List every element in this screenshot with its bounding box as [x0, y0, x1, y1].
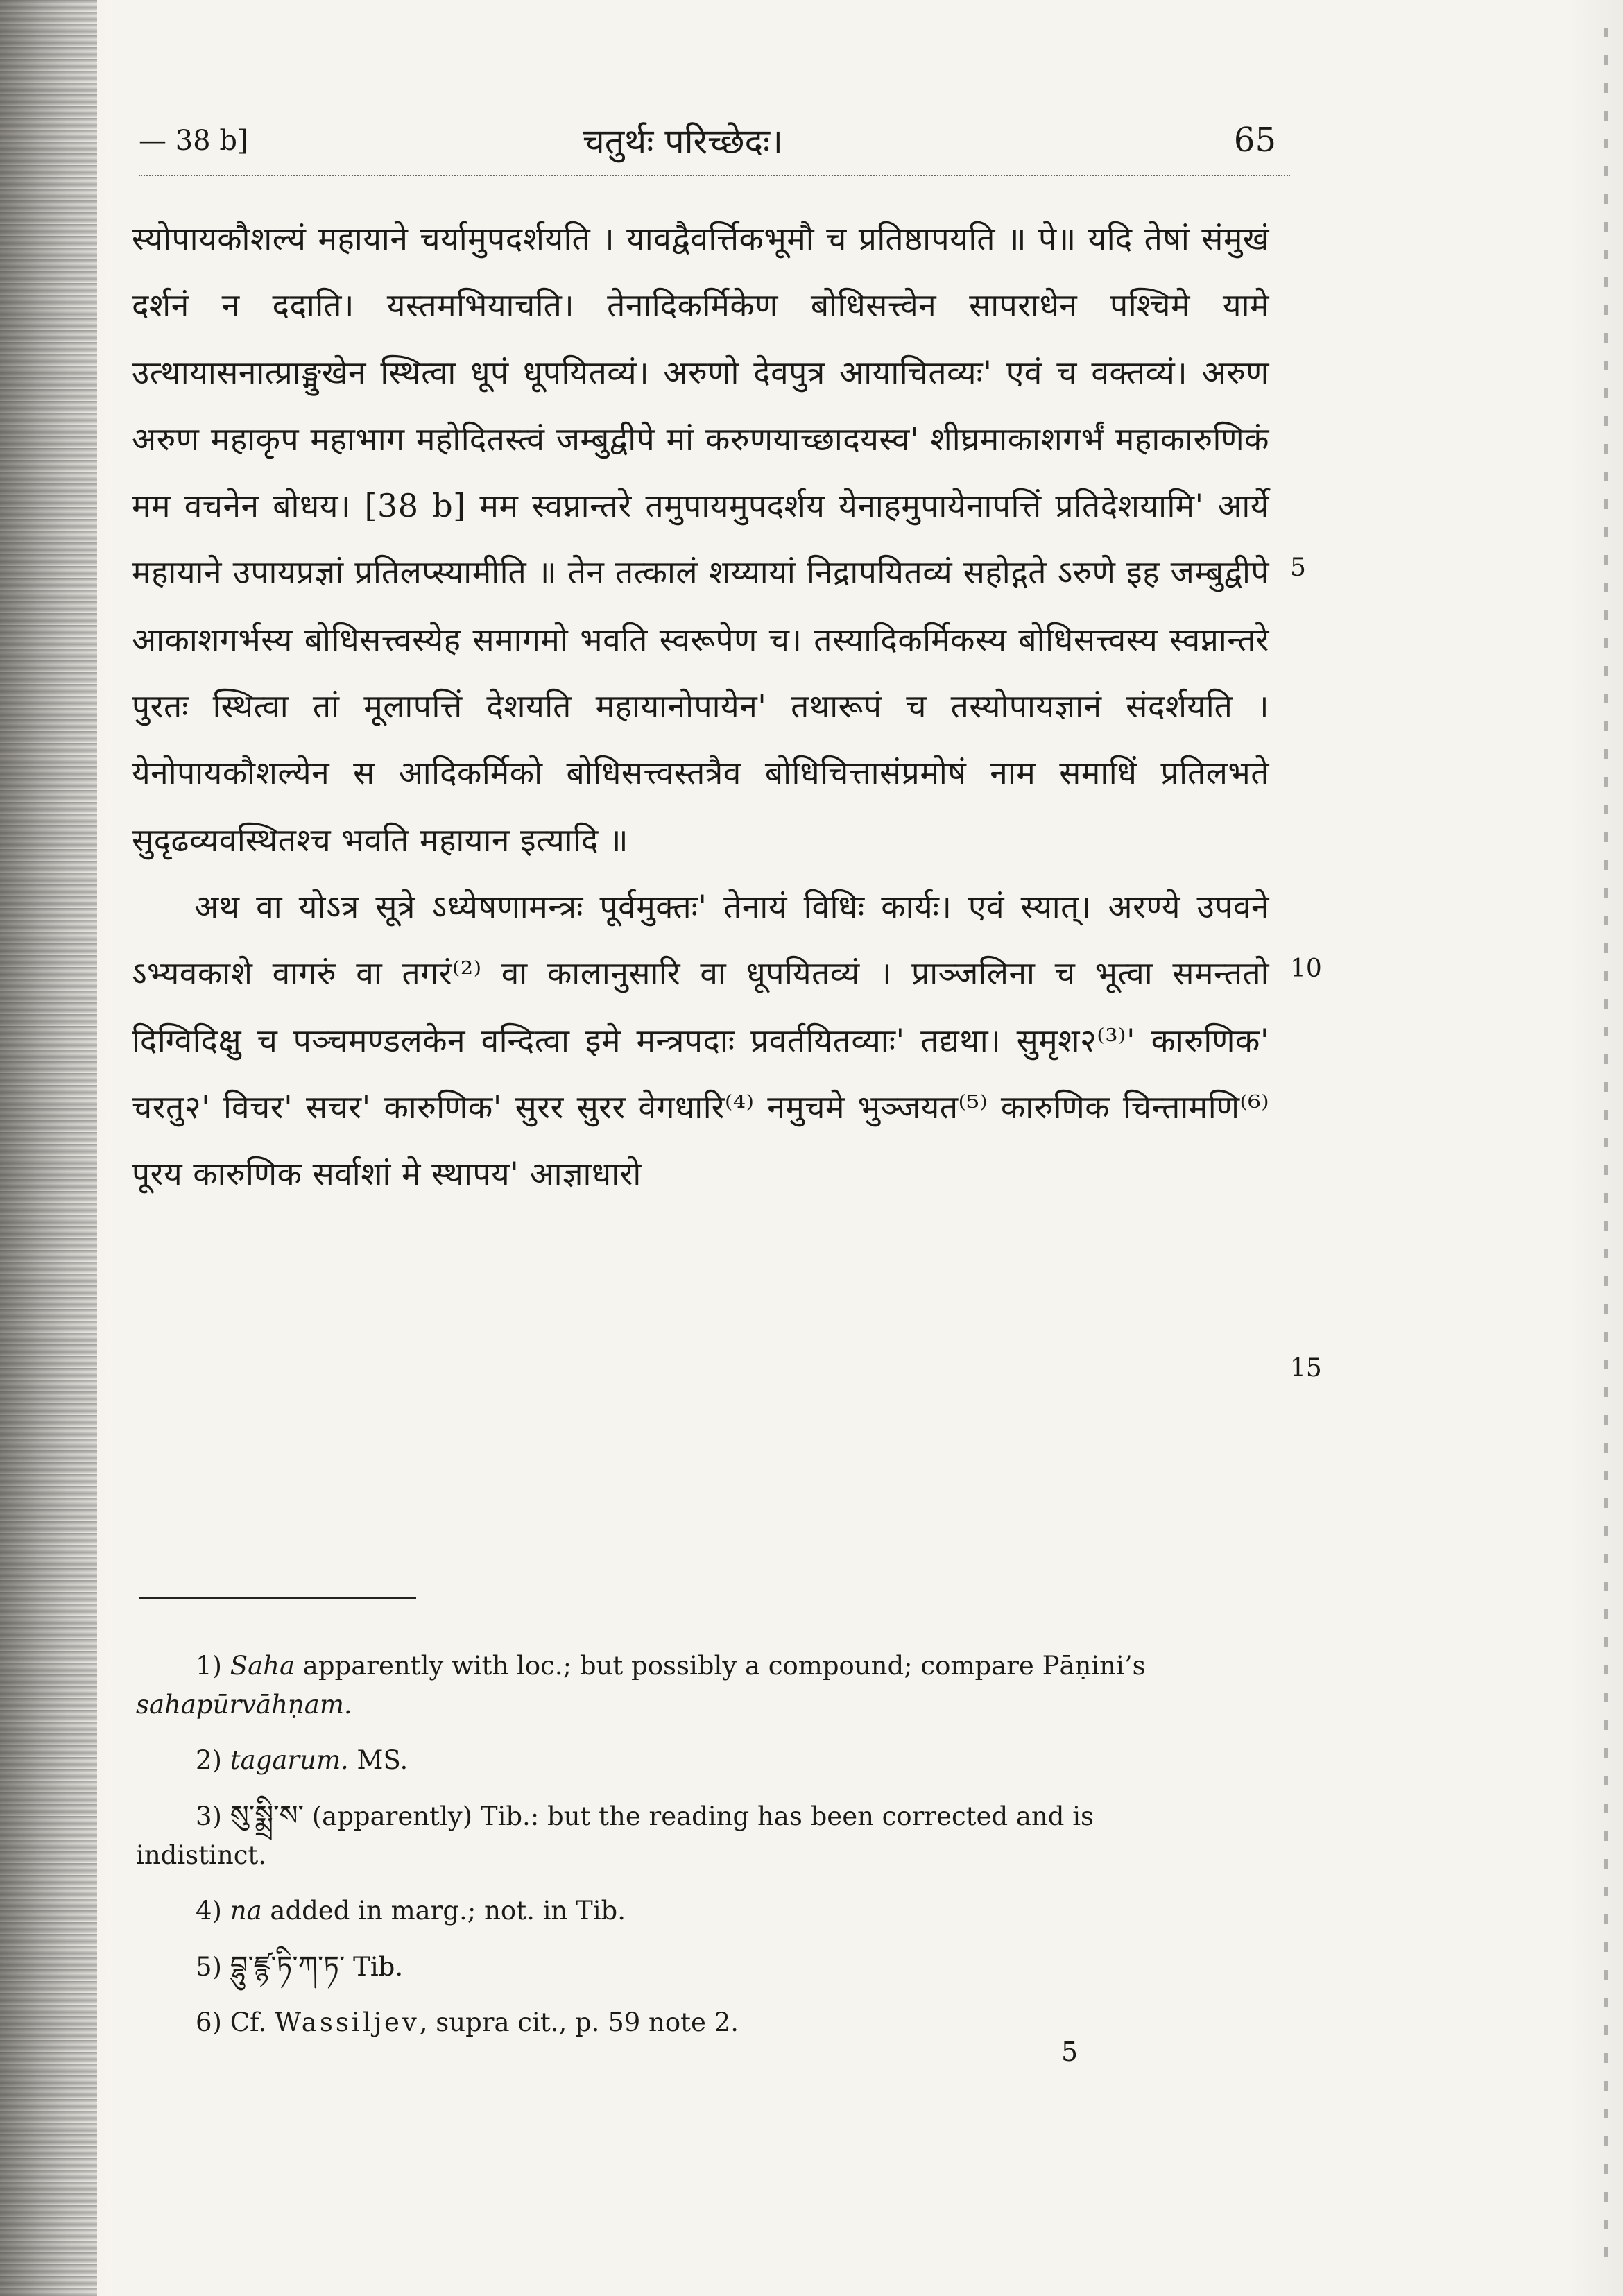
header-folio-ref: — 38 b]: [139, 125, 248, 157]
header-chapter-title: चतुर्थः परिच्छेदः।: [583, 121, 784, 162]
line-number-5: 5: [1290, 554, 1306, 582]
line-number-10: 10: [1290, 954, 1322, 983]
footnote-2: 2) tagarum. MS.: [196, 1745, 409, 1775]
footnote-1: 1) Saha apparently with loc.; but possibly a compound; compare Pāṇini’s sahapūrvāhṇam.: [136, 1651, 1146, 1720]
header-rule: [139, 175, 1290, 176]
tibetan-text: སུ་སྨྲི་ས་: [230, 1800, 304, 1832]
line-number-15: 15: [1290, 1354, 1322, 1382]
footnotes: [136, 1647, 1273, 2059]
sanskrit-paragraph-2: अथ वा योऽत्र सूत्रे ऽध्येषणामन्त्रः पूर्वमुक्तः' तेनायं विधिः कार्यः। एवं स्यात्। अरण्ये उपवने ऽभ्यवकाशे वागरुं वा तगरं⁽²⁾ वा कालानुसारि वा धूपयितव्यं । प्राञ्जलिना च भूत्वा समन्ततो दिग्विदिक्षु च पञ्चमण्डलकेन वन्दित्वा इमे मन्त्रपदाः प्रवर्तयितव्याः' तद्यथा। सुमृश२⁽³⁾' कारुणिक' चरतु२' विचर' सचर' कारुणिक' सुरर सुरर वेगधारि⁽⁴⁾ नमुचमे भुञ्जयत⁽⁵⁾ कारुणिक चिन्तामणि⁽⁶⁾ पूरय कारुणिक सर्वाशां मे स्थापय' आज्ञाधारो: [132, 887, 1269, 1193]
footnote-3-continuation: indistinct.: [136, 1840, 267, 1870]
main-text: [132, 205, 1269, 1207]
scan-shadow-edge: [0, 0, 97, 2296]
running-header: [139, 117, 1276, 165]
footnote-rule: [139, 1597, 416, 1599]
footnote-3: 3) སུ་སྨྲི་ས་ (apparently) Tib.: but the reading has been corrected and is indistinct.: [136, 1800, 1094, 1870]
tibetan-text: བྷུ་ཛྙ་ཏི་ཀ་ཏ་: [230, 1951, 345, 1982]
footnote-6: 6) Cf. Wassiljev, supra cit., p. 59 note 2.: [196, 2007, 739, 2037]
signature-number: 5: [1061, 2037, 1079, 2067]
footnote-5: 5) བྷུ་ཛྙ་ཏི་ཀ་ཏ་ Tib.: [196, 1951, 404, 1982]
header-page-number: 65: [1233, 121, 1276, 160]
scan-right-edge-marks: [1604, 28, 1608, 2268]
sanskrit-paragraph-1: स्योपायकौशल्यं महायाने चर्यामुपदर्शयति । यावद्वैवर्त्तिकभूमौ च प्रतिष्ठापयति ॥ पे॥ यदि तेषां संमुखं दर्शनं न ददाति। यस्तमभियाचति। तेनादिकर्मिकेण बोधिसत्त्वेन सापराधेन पश्चिमे यामे उत्थायासनात्प्राङ्मुखेन स्थित्वा धूपं धूपयितव्यं। अरुणो देवपुत्र आयाचितव्यः' एवं च वक्तव्यं। अरुण अरुण महाकृप महाभाग महोदितस्त्वं जम्बुद्वीपे मां करुणयाच्छादयस्व' शीघ्रमाकाशगर्भं महाकारुणिकं मम वचनेन बोधय। [38 b] मम स्वप्नान्तरे तमुपायमुपदर्शय येनाहमुपायेनापत्तिं प्रतिदेशयामि' आर्ये महायाने उपायप्रज्ञां प्रतिलप्स्यामीति ॥ तेन तत्कालं शय्यायां निद्रापयितव्यं सहोद्गते ऽरुणे इह जम्बुद्वीपे आकाशगर्भस्य बोधिसत्त्वस्येह समागमो भवति स्वरूपेण च। तस्यादिकर्मिकस्य बोधिसत्त्वस्य स्वप्नान्तरे पुरतः स्थित्वा तां मूलापत्तिं देशयति महायानोपायेन' तथारूपं च तस्योपायज्ञानं संदर्शयति । येनोपायकौशल्येन स आदिकर्मिको बोधिसत्त्वस्तत्रैव बोधिचित्तासंप्रमोषं नाम समाधिं प्रतिलभते सुदृढव्यवस्थितश्च भवति महायान इत्यादि ॥: [132, 220, 1269, 859]
footnote-4: 4) na added in marg.; not. in Tib.: [196, 1896, 626, 1926]
footnote-1-continuation: sahapūrvāhṇam.: [136, 1690, 352, 1720]
